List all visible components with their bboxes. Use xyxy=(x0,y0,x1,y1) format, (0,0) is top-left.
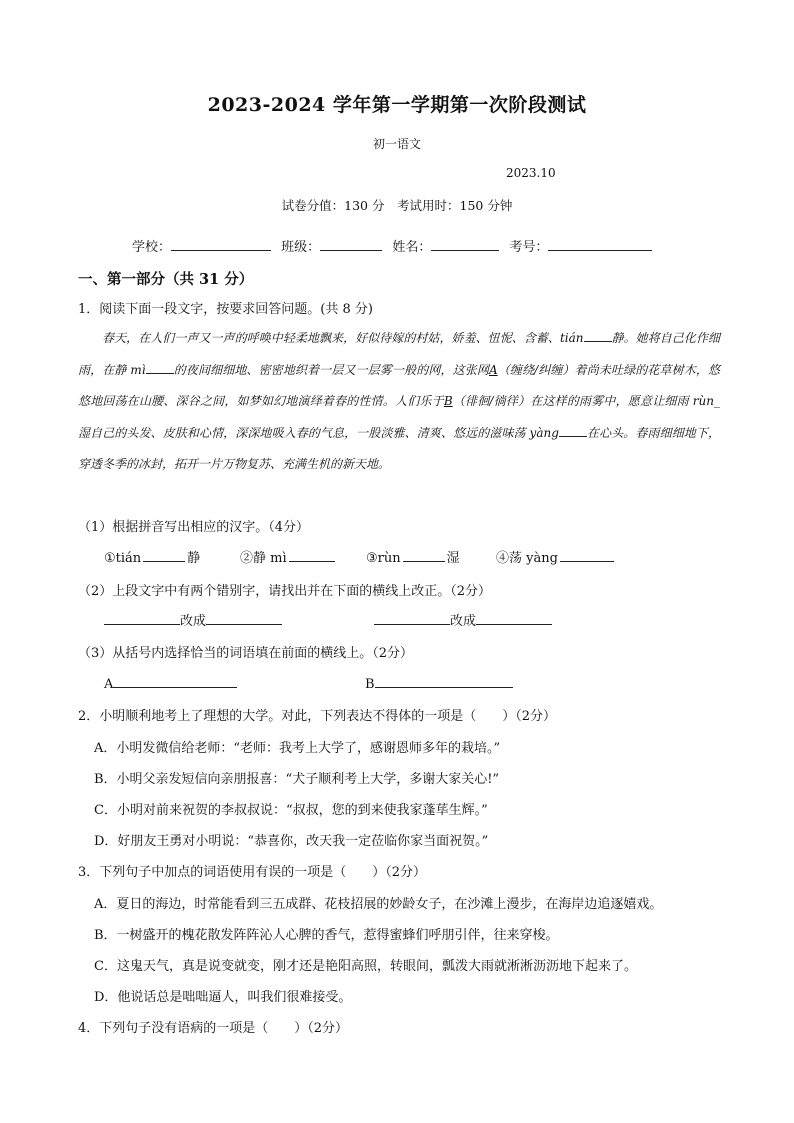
q1-passage xyxy=(78,323,720,481)
q3-option-b[interactable]: B．一树盛开的槐花散发阵阵沁人心脾的香气，惹得蜜蜂们呼朋引伴，往来穿梭。 xyxy=(94,928,559,943)
q3-stem: 3．下列句子中加点的词语使用有误的一项是（ ）（2分） xyxy=(78,865,427,880)
blank-yang[interactable] xyxy=(559,425,587,437)
passage-p6: 在心头。春雨细细地下，穿透冬季的冰封，拓开一片万物复苏、充满生机的新天地。 xyxy=(78,425,720,471)
exam-no-field[interactable] xyxy=(548,238,652,251)
exam-meta: 试卷分值：130 分 考试用时：150 分钟 xyxy=(281,198,513,213)
answer-blank-4[interactable] xyxy=(560,550,614,562)
q2-option-a[interactable]: A．小明发微信给老师：“老师：我考上大学了，感谢恩师多年的栽培。” xyxy=(94,741,501,756)
answer-blank-1[interactable] xyxy=(143,550,185,562)
exam-title: 2023-2024 学年第一学期第一次阶段测试 xyxy=(207,94,587,116)
blank-mi[interactable] xyxy=(146,362,174,374)
wrong-char-blank-1[interactable] xyxy=(104,613,180,625)
school-label: 学校： xyxy=(132,240,172,255)
q2-option-b[interactable]: B．小明父亲发短信向亲朋报喜：“犬子顺利考上大学，多谢大家关心!” xyxy=(94,772,500,787)
choice-blank-a[interactable] xyxy=(113,676,237,688)
passage-p4: （缠绕/纠缠）着尚未吐绿的花草树木，悠悠地回荡在山腰、深谷之间，如梦如幻地演绎着春的性情。人们乐于 xyxy=(78,362,720,408)
student-info-fields xyxy=(132,236,658,255)
part-heading: 一、第一部分（共 31 分） xyxy=(78,271,254,288)
passage-p2: 静。她将自己化作细雨，在静 mì xyxy=(78,331,720,377)
blank-tian[interactable] xyxy=(584,330,612,342)
q1-sub3-label: （3）从括号内选择恰当的词语填在前面的横线上。（2分） xyxy=(78,646,414,661)
fix-char-blank-2[interactable] xyxy=(476,613,552,625)
correction-row-2: 改成 xyxy=(374,610,552,629)
choice-blank-b[interactable] xyxy=(375,676,513,688)
name-label: 姓名： xyxy=(392,240,432,255)
class-field[interactable] xyxy=(320,238,382,251)
wrong-char-blank-2[interactable] xyxy=(374,613,450,625)
answer-blank-3[interactable] xyxy=(403,550,445,562)
exam-no-label: 考号： xyxy=(509,240,549,255)
pinyin-item-2: ②静 mì xyxy=(240,547,337,566)
passage-p5: （徘徊/徜徉）在这样的雨雾中，愿意让细雨 rùn_湿自己的头发、皮肤和心情，深深地吸入春的气息，一股淡雅、清爽、悠远的滋味荡 yàng xyxy=(78,394,720,440)
q1-sub1-label: （1）根据拼音写出相应的汉字。（4分） xyxy=(78,520,310,535)
passage-p1: 春天，在人们一声又一声的呼唤中轻柔地飘来，好似待嫁的村姑，娇羞、忸怩、含蓄、tián xyxy=(102,331,584,345)
pinyin-item-3: ③rùn 湿 xyxy=(366,551,460,566)
q4-stem: 4．下列句子没有语病的一项是（ ）（2分） xyxy=(78,1021,349,1036)
q3-option-d[interactable]: D．他说话总是咄咄逼人，叫我们很难接受。 xyxy=(94,990,352,1005)
mark-a: A xyxy=(488,362,498,377)
pinyin-item-1: ①tián 静 xyxy=(104,551,201,566)
fix-char-blank-1[interactable] xyxy=(206,613,282,625)
mark-b: B xyxy=(443,394,453,408)
pinyin-item-4: ④荡 yàng xyxy=(496,547,616,566)
q3-option-c[interactable]: C．这鬼天气，真是说变就变，刚才还是艳阳高照，转眼间，瓢泼大雨就淅淅沥沥地下起来了。 xyxy=(94,959,637,974)
correction-row-1: 改成 xyxy=(104,610,282,629)
class-label: 班级： xyxy=(281,240,321,255)
q2-stem: 2．小明顺利地考上了理想的大学。对此，下列表达不得体的一项是（ ）（2分） xyxy=(78,709,557,724)
passage-p3: 的夜间细细地、密密地织着一层又一层雾一般的网，这张网 xyxy=(173,362,489,377)
school-field[interactable] xyxy=(171,238,271,251)
choice-row-b: B xyxy=(365,676,513,692)
q2-option-d[interactable]: D．好朋友王勇对小明说：“恭喜你，改天我一定莅临你家当面祝贺。” xyxy=(94,834,489,849)
choice-row-a: A xyxy=(104,676,237,692)
q2-option-c[interactable]: C．小明对前来祝贺的李叔叔说：“叔叔，您的到来使我家蓬荜生辉。” xyxy=(94,803,488,818)
answer-blank-2[interactable] xyxy=(289,550,335,562)
q1-stem: 1．阅读下面一段文字，按要求回答问题。(共 8 分) xyxy=(78,302,373,317)
name-field[interactable] xyxy=(431,238,499,251)
q1-sub2-label: （2）上段文字中有两个错别字，请找出并在下面的横线上改正。（2分） xyxy=(78,584,492,599)
exam-subject: 初一语文 xyxy=(372,137,421,151)
q3-option-a[interactable]: A．夏日的海边，时常能看到三五成群、花枝招展的妙龄女子，在沙滩上漫步，在海岸边追逐嬉戏。 xyxy=(94,897,663,912)
exam-date: 2023.10 xyxy=(506,166,556,180)
